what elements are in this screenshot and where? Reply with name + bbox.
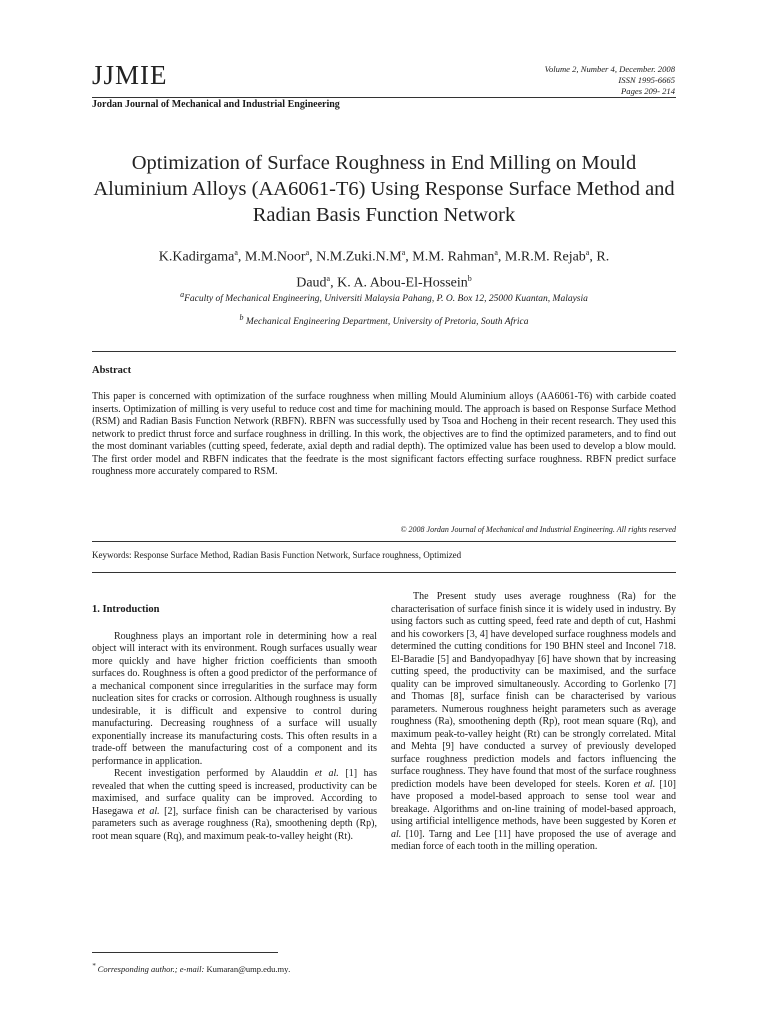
intro-paragraph-1: Roughness plays an important role in determining how a real object will interact with its environment. Rough surfaces usually wear more quickly and have higher friction coefficients than smooth surfaces do. Roughness is often a good predictor of the performance of a mechanical component since irregularities in the surface may form nucleation sites for cracks or corrosion. Although roughness is usually undesirable, it is difficult and expensive to control during manufacturing. Decreasing roughness of a surface will usually exponentially increase its manufacturing costs. This often results in a trade-off between the manufacturing cost of a component and its performance in application.: [92, 630, 377, 767]
author: Daud: [296, 275, 327, 291]
corresponding-author-footnote: * Corresponding author.; e-mail: Kumaran@ump.edu.my.: [92, 962, 291, 974]
author-list: [92, 242, 676, 293]
right-column: [391, 591, 676, 854]
header-rule: [92, 97, 676, 98]
section-heading-introduction: 1. Introduction: [92, 604, 160, 615]
affiliation-b: $^b$ Mechanical Engineering Department, University of Pretoria, South Africa: [239, 313, 529, 328]
journal-logo: JJMIE: [92, 60, 168, 90]
author: M.M. Rahman: [412, 249, 495, 265]
abstract-heading: Abstract: [92, 365, 132, 376]
abstract-rule: [92, 351, 676, 352]
affiliation-a: $^a$Faculty of Mechanical Engineering, Universiti Malaysia Pahang, P. O. Box 12, 25000 Kuantan, Malaysia: [180, 290, 588, 305]
journal-name: Jordan Journal of Mechanical and Industrial Engineering: [92, 99, 340, 110]
volume-line: Volume 2, Number 4, December. 2008: [544, 64, 675, 74]
author: M.M.Noor: [244, 249, 306, 265]
intro-paragraph-3: The Present study uses average roughness (Ra) for the characterisation of surface finish since it is widely used in industry. By using factors such as cutting speed, feed rate and depth of cut, Hashmi and his coworkers [3, 4] have developed surface roughness models and determined the cutting conditions for 190 BHN steel and Inconel 718. El-Baradie [5] and Bandyopadhyay [6] have shown that by increasing cutting speed, the productivity can be maximised, and the surface quality can be improved simultaneously. According to Gorlenko [7] and Thomas [8], surface finish can be characterised by various parameters. Numerous roughness height parameters such as average roughness (Ra), smoothening depth (Rp), root mean square (Rq), and maximum peak-to-valley height (Rt) can be strongly correlated. Mital and Mehta [9] have conducted a survey of previously developed surface roughness prediction models and factors influencing the surface roughness. They have found that most of the surface roughness prediction models have been developed for steels. Koren et al. [10] have proposed a model-based approach to sense tool wear and breakage. Algorithms and on-line training of model-based approach, using artificial intelligence methods, have been suggested by Koren et al. [10]. Tarng and Lee [11] have proposed the use of average and median force of each tooth in the milling operation.: [391, 591, 676, 852]
keywords-rule-top: [92, 541, 676, 542]
author: M.R.M. Rejab: [504, 249, 586, 265]
copyright-notice: © 2008 Jordan Journal of Mechanical and Industrial Engineering. All rights reserved: [400, 525, 676, 534]
abstract-text: This paper is concerned with optimization of the surface roughness when milling Mould Aluminium alloys (AA6061-T6) with carbide coated inserts. Optimization of milling is very useful to reduce cost and time for machining mould. The approach is based on Response Surface Method (RSM) and Radian Basis Function Network (RBFN). RBFN was successfully used by Tsoa and Hocheng in their recent research. They used this network to predict thrust force and surface roughness in drilling. In this work, the objectives are to find the optimized parameters, and to find out the most dominant variables (cutting speed, federate, axial depth and radial depth). The optimized value has been used to develop a blow mould. The first order model and RBFN indicates that the feedrate is the most significant factors effecting surface roughness. RBFN predict surface roughness more accurately compared to RSM.: [92, 391, 676, 477]
paper-title: Optimization of Surface Roughness in End Milling on Mould Aluminium Alloys (AA6061-T6) Using Response Surface Method and Radian Basis Function Network: [93, 152, 675, 226]
keywords: Keywords: Response Surface Method, Radian Basis Function Network, Surface roughness, Optimized: [92, 550, 462, 560]
author-email: Kumaran@ump.edu.my: [206, 963, 289, 974]
keywords-rule-bottom: [92, 572, 676, 573]
author: K.Kadirgama: [158, 249, 235, 265]
author: K. A. Abou-El-Hossein: [337, 275, 468, 291]
author: N.M.Zuki.N.M: [316, 249, 402, 265]
authors-line-1: K.Kadirgama$^a$, M.M.Noor$^a$, $N.M.Zuki.N.M^a$, M.M. Rahman$^a$, M.R.M. Rejab$^a$, R.: [158, 248, 610, 265]
pages-line: Pages 209- 214: [621, 86, 675, 96]
footnote-rule: [92, 952, 278, 953]
issue-info: [545, 64, 675, 97]
left-column: [92, 604, 377, 843]
issn-line: ISSN 1995-6665: [618, 75, 675, 85]
intro-paragraph-2: Recent investigation performed by Alauddin et al. [1] has revealed that when the cutting speed is increased, productivity can be maximised, and surface quality can be improved. According to Hasegawa et al. [2], surface finish can be characterised by various parameters such as average roughness (Ra), smoothening depth (Rp), root mean square (Rq), and maximum peak-to-valley height (Rt).: [92, 768, 377, 842]
authors-line-2: Daud$^a$, K. A. Abou-El-Hossein$^b$: [296, 273, 472, 291]
